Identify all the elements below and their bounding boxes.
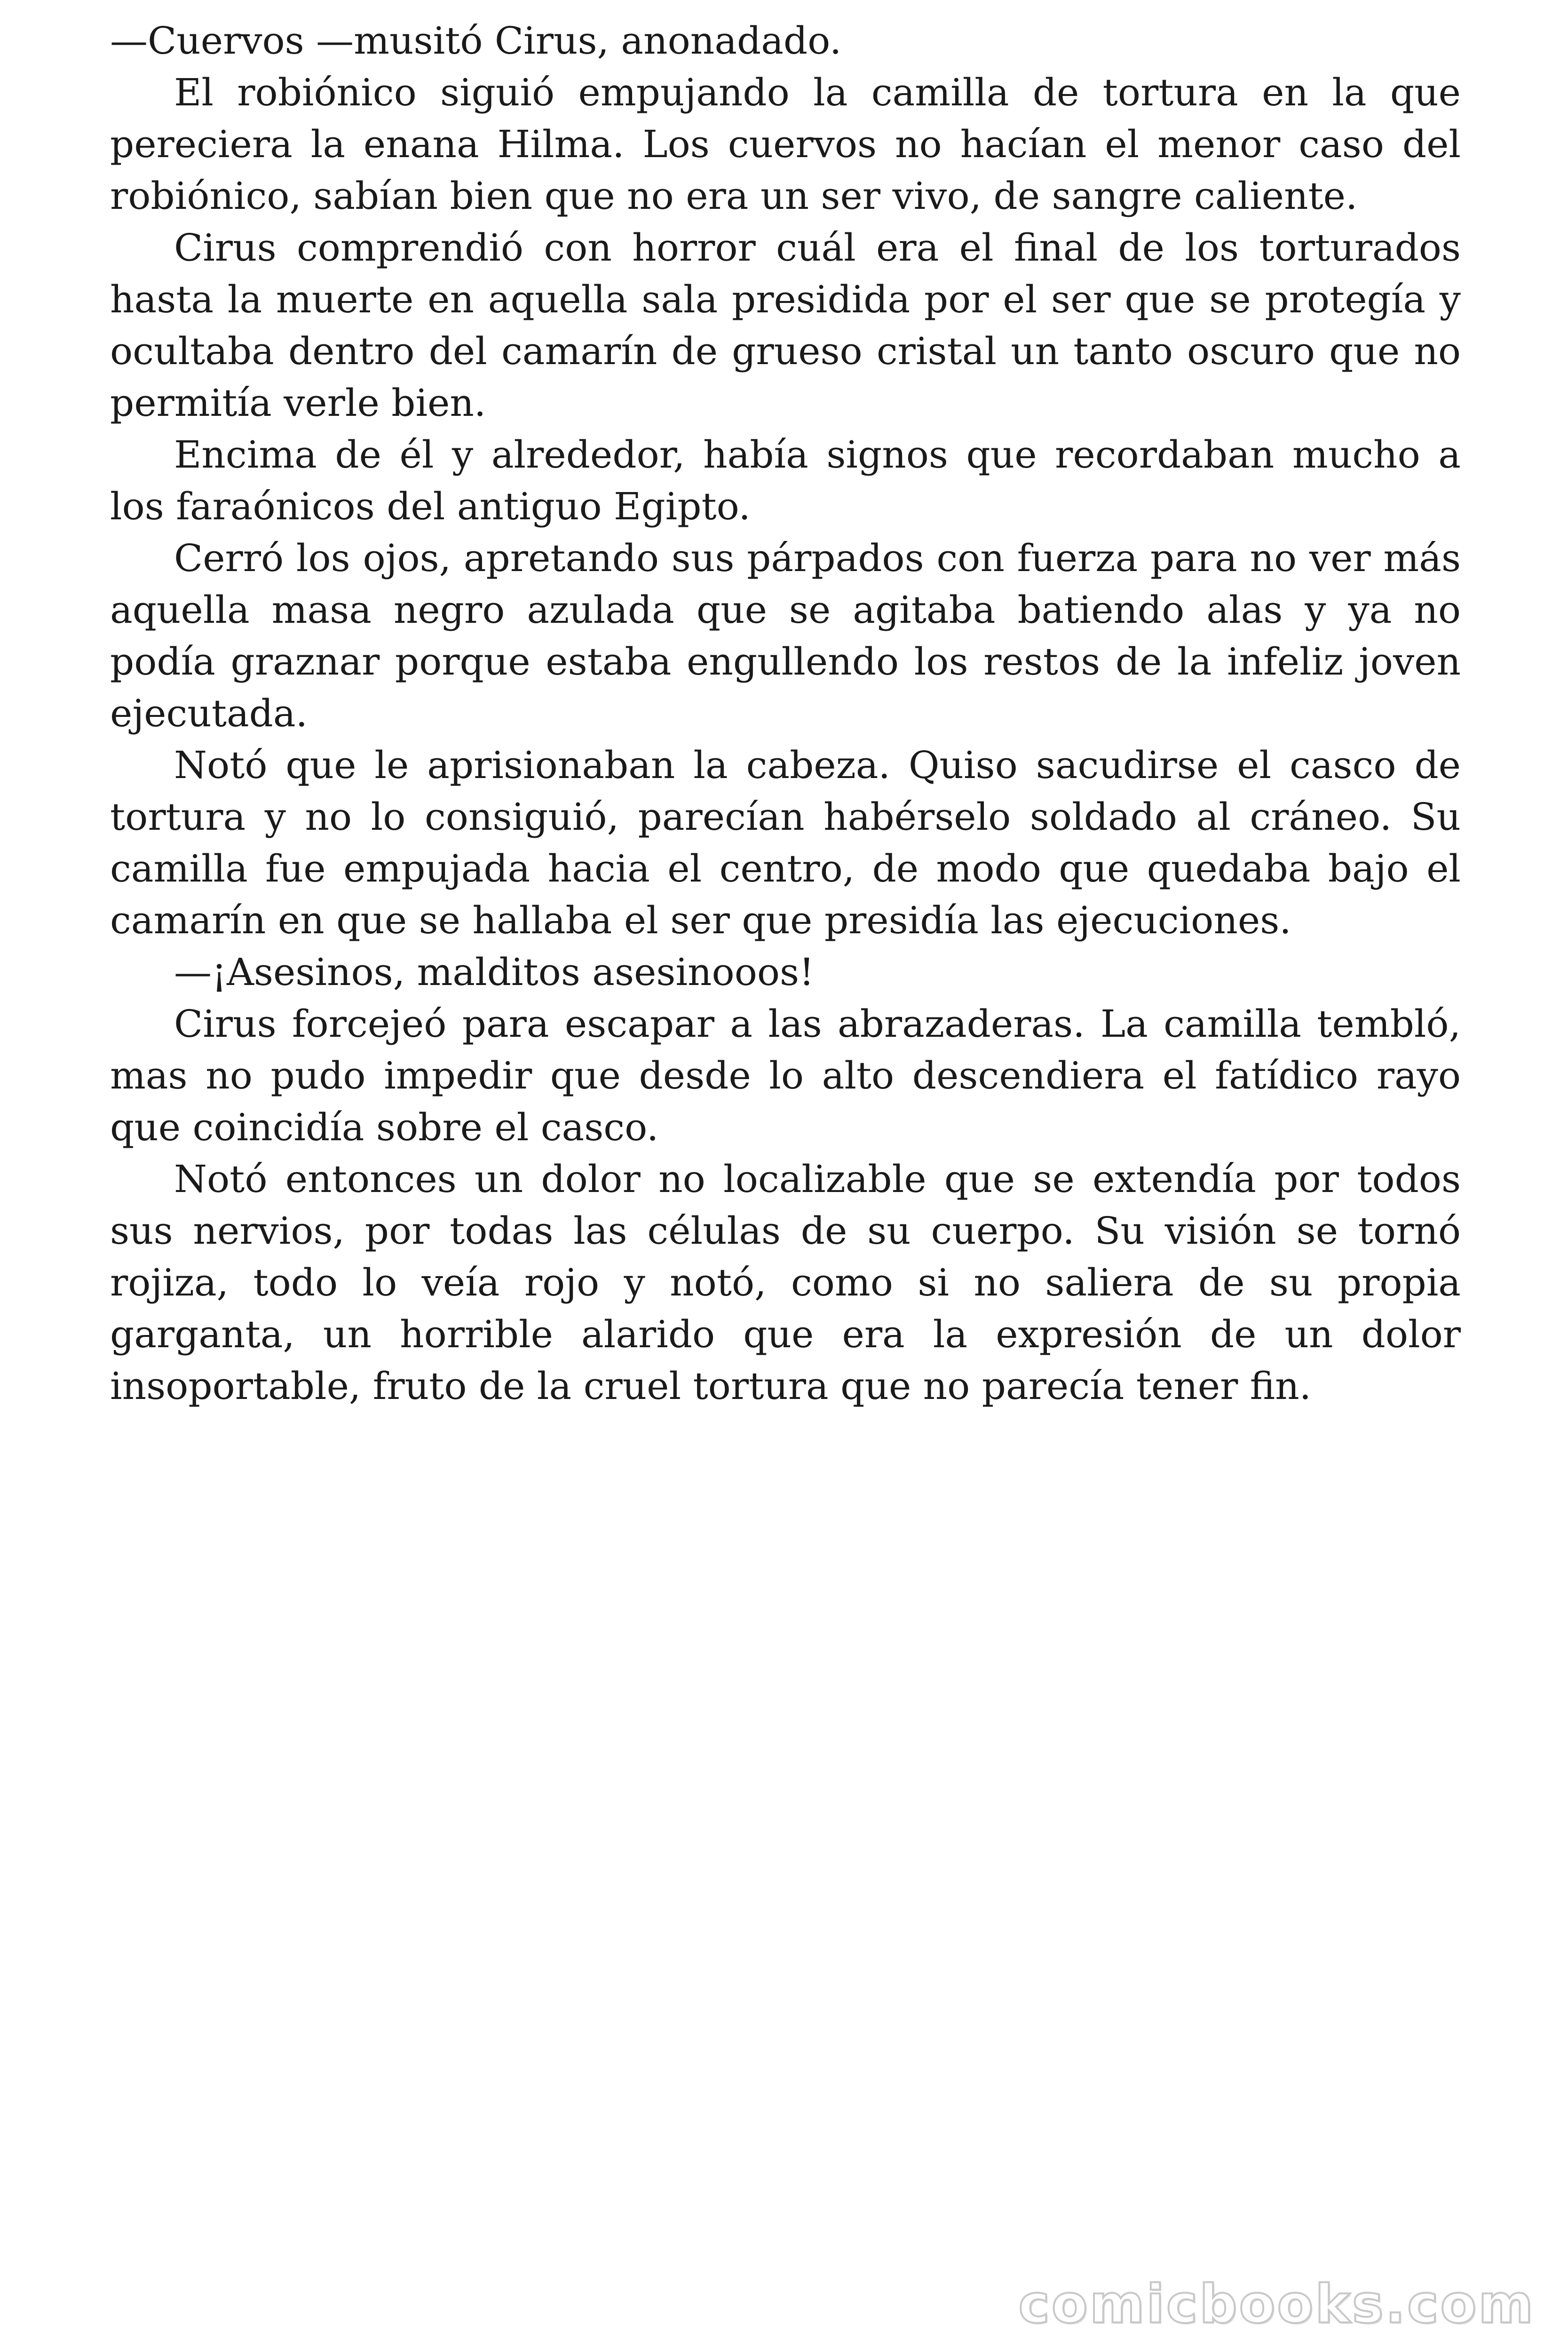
page-body (110, 15, 1461, 1412)
paragraph-1: —Cuervos —musitó Cirus, anonadado. (110, 19, 842, 63)
paragraph-3: Cirus comprendió con horror cuál era el final de los torturados hasta la muerte en aquella sala presidida por el ser que se protegía y ocultaba dentro del camarín de grueso cristal un tanto oscuro que no permitía verle bien. (110, 226, 1461, 425)
paragraph-2: El robiónico siguió empujando la camilla de tortura en la que pereciera la enana Hilma. Los cuervos no hacían el menor caso del robiónico, sabían bien que no era un ser vivo, de sangre caliente. (110, 71, 1461, 218)
paragraph-9: Notó entonces un dolor no localizable que se extendía por todos sus nervios, por todas las células de su cuerpo. Su visión se tornó rojiza, todo lo veía rojo y notó, como si no saliera de su propia garganta, un horrible alarido que era la expresión de un dolor insoportable, fruto de la cruel tortura que no parecía tener fin. (110, 1157, 1461, 1408)
paragraph-5: Cerró los ojos, apretando sus párpados con fuerza para no ver más aquella masa negro azulada que se agitaba batiendo alas y ya no podía graznar porque estaba engullendo los restos de la infeliz joven ejecutada. (110, 536, 1461, 735)
paragraph-6: Notó que le aprisionaban la cabeza. Quiso sacudirse el casco de tortura y no lo consiguió, parecían habérselo soldado al cráneo. Su camilla fue empujada hacia el centro, de modo que quedaba bajo el camarín en que se hallaba el ser que presidía las ejecuciones. (110, 743, 1461, 942)
paragraph-4: Encima de él y alrededor, había signos que recordaban mucho a los faraónicos del antiguo Egipto. (110, 433, 1461, 528)
paragraph-8: Cirus forcejeó para escapar a las abrazaderas. La camilla tembló, mas no pudo impedir que desde lo alto descendiera el fatídico rayo que coincidía sobre el casco. (110, 1002, 1461, 1149)
paragraph-7: —¡Asesinos, malditos asesinooos! (174, 950, 815, 994)
watermark-logo: comicbooks.com (1018, 2274, 1535, 2335)
